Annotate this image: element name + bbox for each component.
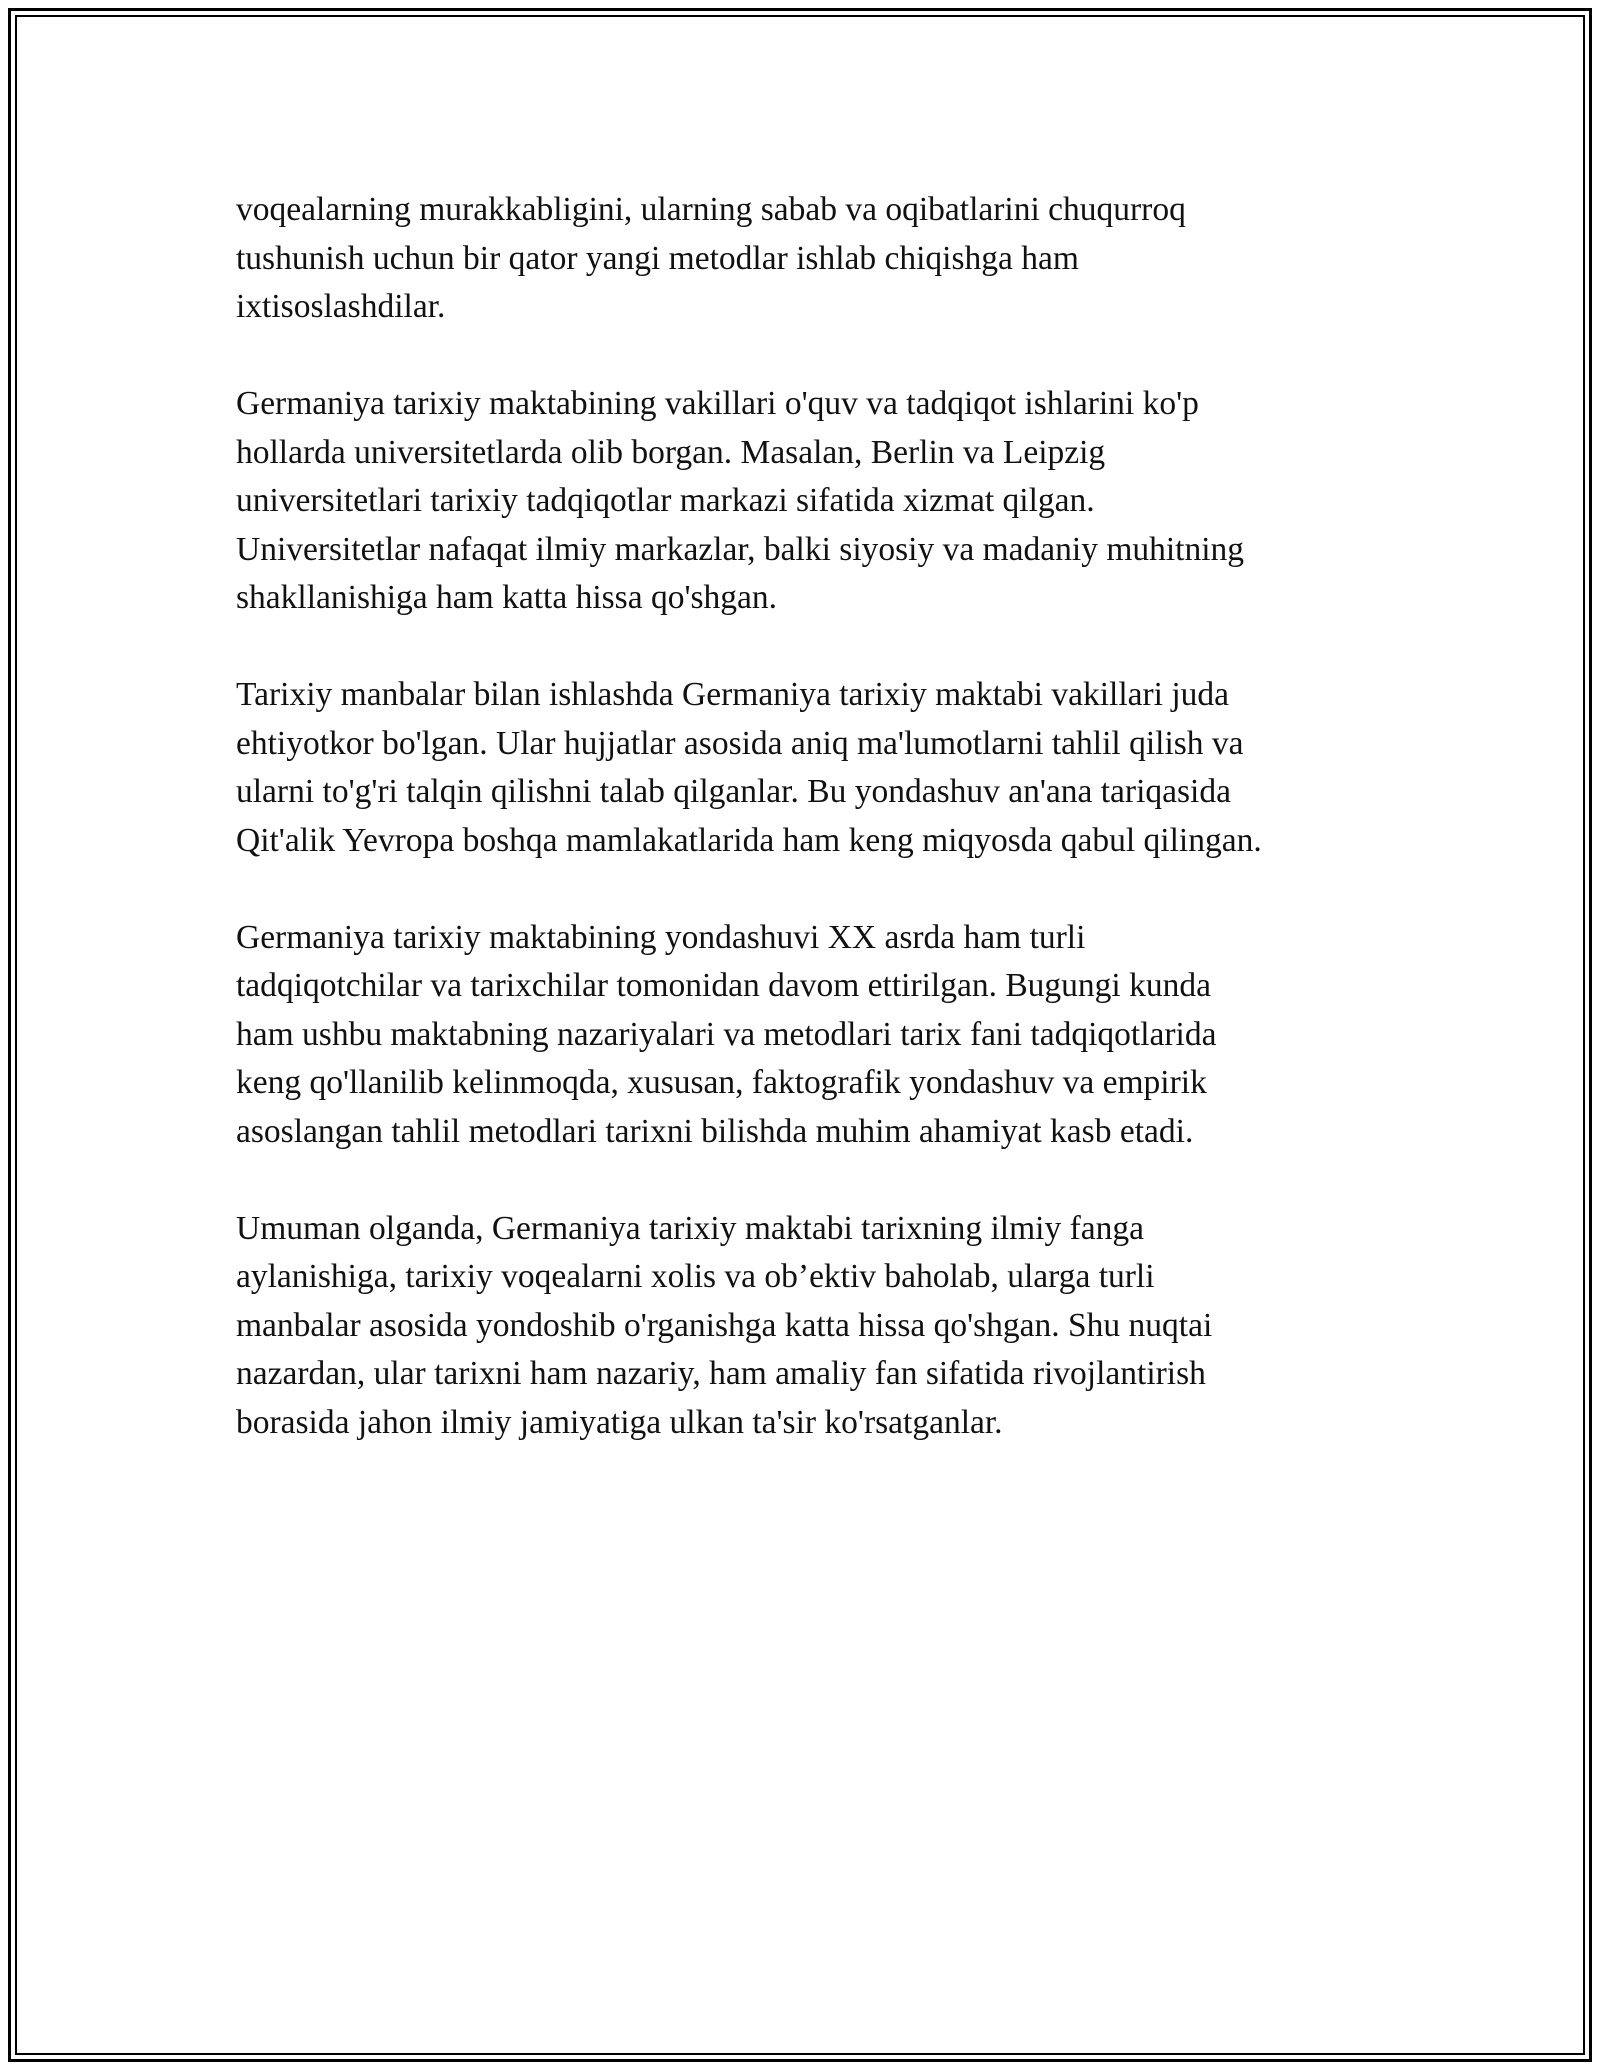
text-line: ularni to'g'ri talqin qilishni talab qilganlar. Bu yondashuv an'ana tariqasida [236, 773, 1231, 810]
paragraph-1 [236, 186, 1386, 332]
text-line: borasida jahon ilmiy jamiyatiga ulkan ta'sir ko'rsatganlar. [236, 1403, 1003, 1441]
paragraph-3 [236, 671, 1386, 865]
text-line: ixtisoslashdilar. [236, 288, 446, 325]
text-line: nazardan, ular tarixni ham nazariy, ham amaliy fan sifatida rivojlantirish [236, 1355, 1206, 1392]
text-line: tadqiqotchilar va tarixchilar tomonidan davom ettirilgan. Bugungi kunda [236, 967, 1211, 1004]
text-line: Tarixiy manbalar bilan ishlashda Germaniya tarixiy maktabi vakillari juda [236, 676, 1230, 713]
text-line: Qit'alik Yevropa boshqa mamlakatlarida ham keng miqyosda qabul qilingan. [236, 821, 1262, 859]
text-line: Germaniya tarixiy maktabining vakillari o'quv va tadqiqot ishlarini ko'p [236, 385, 1199, 422]
text-line: Germaniya tarixiy maktabining yondashuvi XX asrda ham turli [236, 918, 1086, 956]
paragraph-2 [236, 380, 1386, 623]
text-line: voqealarning murakkabligini, ularning sabab va oqibatlarini chuqurroq [236, 191, 1186, 228]
text-line: ham ushbu maktabning nazariyalari va metodlari tarix fani tadqiqotlarida [236, 1015, 1217, 1053]
paragraph-5 [236, 1205, 1386, 1448]
text-line: tushunish uchun bir qator yangi metodlar ishlab chiqishga ham [236, 239, 1079, 277]
text-line: manbalar asosida yondoshib o'rganishga katta hissa qo'shgan. Shu nuqtai [236, 1306, 1213, 1344]
text-line: keng qo'llanilib kelinmoqda, xususan, faktografik yondashuv va empirik [236, 1064, 1207, 1101]
paragraph-4 [236, 914, 1386, 1157]
text-line: universitetlari tarixiy tadqiqotlar markazi sifatida xizmat qilgan. [236, 482, 1095, 519]
text-line: asoslangan tahlil metodlari tarixni bilishda muhim ahamiyat kasb etadi. [236, 1112, 1194, 1150]
text-line: ehtiyotkor bo'lgan. Ular hujjatlar asosida aniq ma'lumotlarni tahlil qilish va [236, 724, 1244, 762]
text-line: shakllanishiga ham katta hissa qo'shgan. [236, 579, 778, 616]
text-line: Universitetlar nafaqat ilmiy markazlar, balki siyosiy va madaniy muhitning [236, 530, 1245, 568]
document-body [236, 186, 1386, 1496]
text-line: Umuman olganda, Germaniya tarixiy maktabi tarixning ilmiy fanga [236, 1209, 1144, 1247]
text-line: hollarda universitetlarda olib borgan. Masalan, Berlin va Leipzig [236, 433, 1106, 471]
text-line: aylanishiga, tarixiy voqealarni xolis va ob’ektiv baholab, ularga turli [236, 1258, 1155, 1295]
